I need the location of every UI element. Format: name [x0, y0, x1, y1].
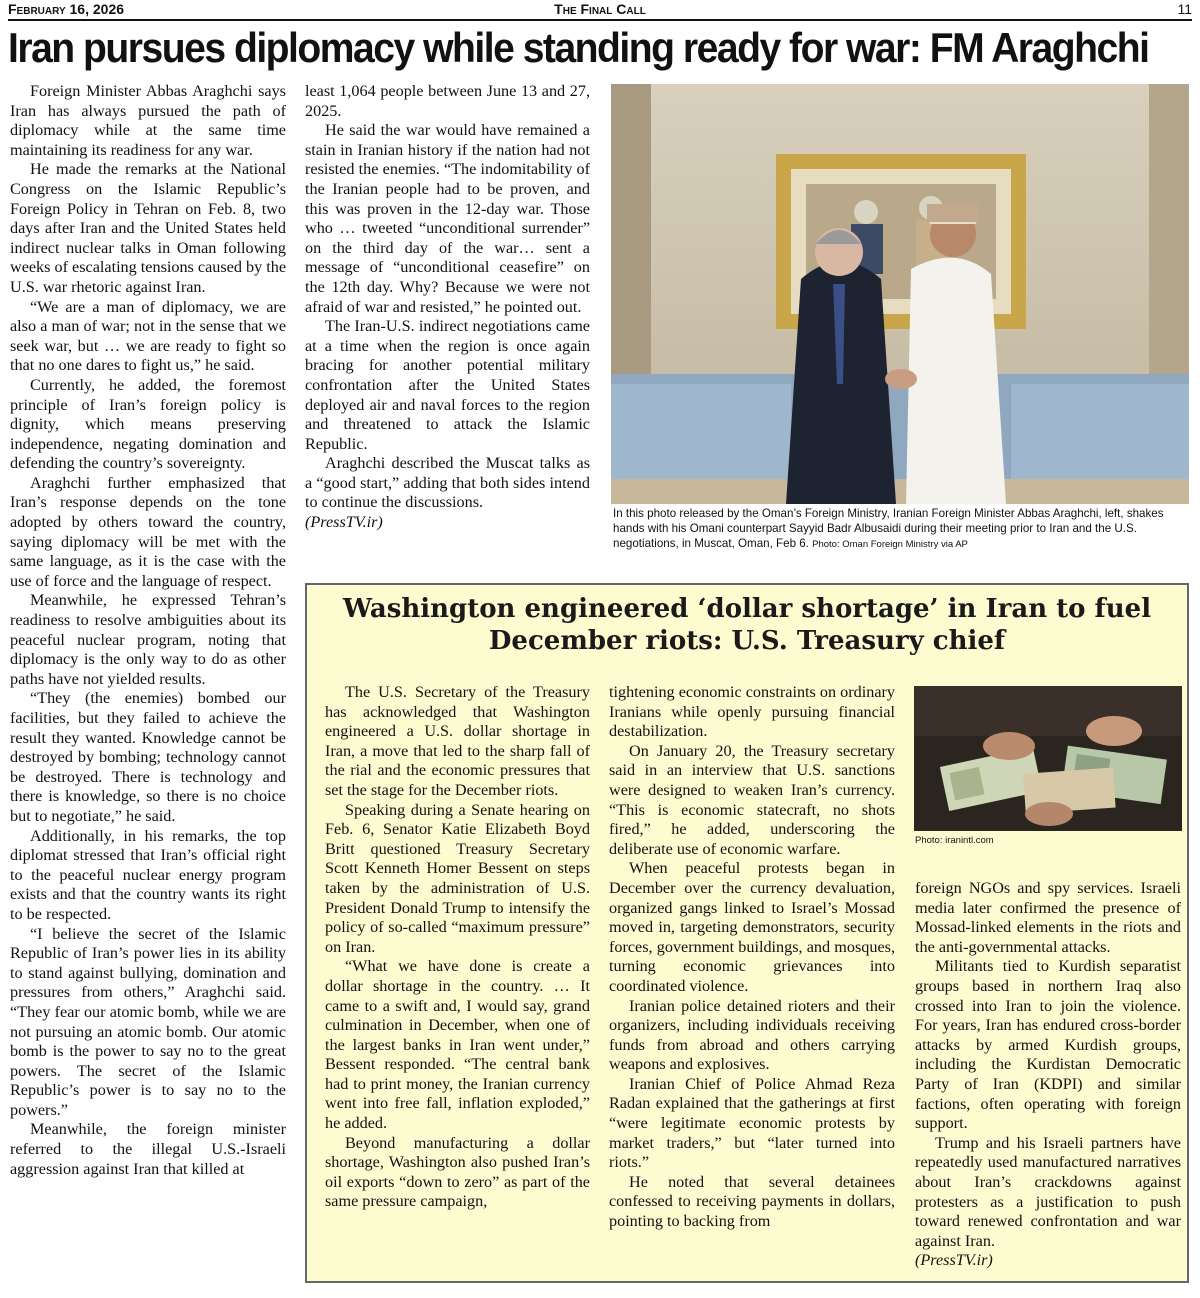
paragraph: Araghchi further emphasized that Iran’s response depends on the tone adopted by others toward the country, saying diplomacy will be met with the same language, as it is the case with the use of force and the language of respect.	[10, 473, 286, 590]
paragraph: “We are a man of diplomacy, we are also a man of war; not in the sense that we seek war, but … we are ready to fight so that no one dares to fight us,” he said.	[10, 297, 286, 375]
article1-column-2	[305, 82, 590, 533]
paragraph-continued: foreign NGOs and spy services. Israeli media later confirmed the presence of Mossad-linked elements in the riots and the anti-governmental attacks.	[915, 879, 1181, 956]
paragraph: Militants tied to Kurdish separatist groups based in northern Iraq also crossed into Iran to join the violence. For years, Iran has endured cross-border attacks by armed Kurdish groups, including the Kurdistan Democratic Party of Iran (KDPI) and similar factions, often operating with foreign support.	[915, 957, 1181, 1133]
article2-headline: Washington engineered ‘dollar shortage’ in Iran to fuel December riots: U.S. Treasury chief	[342, 594, 1152, 656]
publication-name: The Final Call	[554, 1, 646, 17]
photo-credit: Photo: Oman Foreign Ministry via AP	[812, 539, 968, 550]
article1-photo-caption	[613, 506, 1193, 552]
paragraph: Meanwhile, he expressed Tehran’s readiness to resolve ambiguities about its peaceful nuclear program, noting that diplomacy is the only way to do as other paths have not yielded results.	[10, 591, 286, 688]
paragraph: “They (the enemies) bombed our facilities, but they failed to achieve the result they wanted. Knowledge cannot be destroyed by bombing; technology cannot be destroyed. There is technology and there is knowledge, so there is no choice but to negotiate,” he said.	[10, 689, 286, 825]
paragraph-continued: tightening economic constraints on ordinary Iranians while openly pursuing financial destabilization.	[609, 683, 895, 741]
article2-photo-credit: Photo: iranintl.com	[915, 835, 994, 846]
paragraph: When peaceful protests began in December over the currency devaluation, organized gangs linked to Israel’s Mossad moved in, targeting demonstrators, security forces, government buildings, and mosques, turning economic grievances into coordinated violence.	[609, 859, 895, 995]
paragraph: The U.S. Secretary of the Treasury has acknowledged that Washington engineered a U.S. dollar shortage in Iran, a move that led to the sharp fall of the rial and the economic pressures that set the stage for the December riots.	[325, 683, 590, 799]
paragraph: Speaking during a Senate hearing on Feb. 6, Senator Katie Elizabeth Boyd Britt questioned Treasury Secretary Scott Kenneth Homer Bessent on steps taken by the administration of U.S. President Donald Trump to intensify the policy of so-called “maximum pressure” on Iran.	[325, 800, 590, 956]
caption-text: In this photo released by the Oman’s Foreign Ministry, Iranian Foreign Minister Abbas Araghchi, left, shakes hands with his Omani counterpart Sayyid Badr Albusaidi during their meeting prior to Iran and the U.S. negotiations, in Muscat, Oman, Feb 6.	[613, 507, 1164, 550]
article1-source: (PressTV.ir)	[305, 513, 383, 532]
page-number: 11	[1177, 1, 1192, 17]
paragraph: He noted that several detainees confessed to receiving payments in dollars, pointing to backing from	[609, 1172, 895, 1231]
paragraph: “I believe the secret of the Islamic Republic of Iran’s power lies in its ability to stand against bullying, domination and pressures from others,” Araghchi said. “They fear our atomic bomb, while we are not pursuing an atomic bomb. Our atomic bomb is the power to say no to the great powers. The secret of the Islamic Republic’s power is to say no to the powers.”	[10, 924, 286, 1119]
paragraph: Araghchi described the Muscat talks as a “good start,” adding that both sides intend to continue the discussions.	[305, 454, 590, 512]
paragraph: On January 20, the Treasury secretary said in an interview that U.S. sanctions were designed to weaken Iran’s currency. “This is economic statecraft, no shots fired,” he added, underscoring the deliberate use of economic warfare.	[609, 741, 895, 858]
page-header	[8, 0, 1192, 21]
paragraph: Iranian police detained rioters and their organizers, including individuals receiving funds from abroad and others carrying weapons and explosives.	[609, 996, 895, 1074]
issue-date: February 16, 2026	[8, 1, 125, 17]
paragraph: Foreign Minister Abbas Araghchi says Iran has always pursued the path of diplomacy while at the same time maintaining its readiness for any war.	[10, 82, 286, 159]
paragraph: Trump and his Israeli partners have repeatedly used manufactured narratives about Iran’s crackdowns against protesters as a justification to push toward renewed confrontation and war against Iran.	[915, 1133, 1181, 1250]
paragraph: Currently, he added, the foremost principle of Iran’s foreign policy is dignity, which means preserving independence, negating domination and defending the country’s sovereignty.	[10, 375, 286, 473]
article1-column-1	[10, 82, 286, 1179]
paragraph: He said the war would have remained a stain in Iranian history if the nation had not resisted the enemies. “The indomitability of the Iranian people had to be proven, and this was proven in the 12-day war. Those who … tweeted “unconditional surrender” on the third day of the war… sent a message of “unconditional ceasefire” on the 12th day. Why? Because we were not afraid of war and resisted,” he pointed out.	[305, 121, 590, 316]
handshake-photo	[611, 84, 1189, 504]
paragraph: “What we have done is create a dollar shortage in the country. … It came to a swift and, I would say, grand culmination in December, when one of the largest banks in Iran went under,” Bessent responded. “The central bank had to print money, the Iranian currency went into free fall, inflation exploded,” he added.	[325, 957, 590, 1133]
article2-column-1	[325, 683, 590, 1212]
paragraph: Additionally, in his remarks, the top diplomat stressed that Iran’s official right to the peaceful nuclear energy program exists and that the country wants its right to be respected.	[10, 826, 286, 923]
currency-photo	[914, 686, 1182, 831]
paragraph: Iranian Chief of Police Ahmad Reza Radan explained that the gatherings at first “were legitimate economic protests by market traders,” but “later turned into riots.”	[609, 1074, 895, 1172]
article1-headline: Iran pursues diplomacy while standing ready for war: FM Araghchi	[8, 24, 1149, 71]
article2-source: (PressTV.ir)	[915, 1251, 993, 1270]
paragraph: The Iran-U.S. indirect negotiations came at a time when the region is once again bracing for another potential military confrontation after the United States deployed air and naval forces to the region and threatened to attack the Islamic Republic.	[305, 317, 590, 453]
article2-column-2	[609, 683, 895, 1232]
paragraph: Beyond manufacturing a dollar shortage, Washington also pushed Iran’s oil exports “down to zero” as part of the same pressure campaign,	[325, 1133, 590, 1211]
paragraph: He made the remarks at the National Congress on the Islamic Republic’s Foreign Policy in Tehran on Feb. 8, two days after Iran and the United States held indirect nuclear talks in Oman following weeks of escalating tensions caused by the U.S. war rhetoric against Iran.	[10, 160, 287, 296]
paragraph-continued: least 1,064 people between June 13 and 27, 2025.	[305, 82, 590, 120]
paragraph: Meanwhile, the foreign minister referred to the illegal U.S.-Israeli aggression against Iran that killed at	[10, 1120, 286, 1178]
article2-column-3	[915, 879, 1181, 1271]
